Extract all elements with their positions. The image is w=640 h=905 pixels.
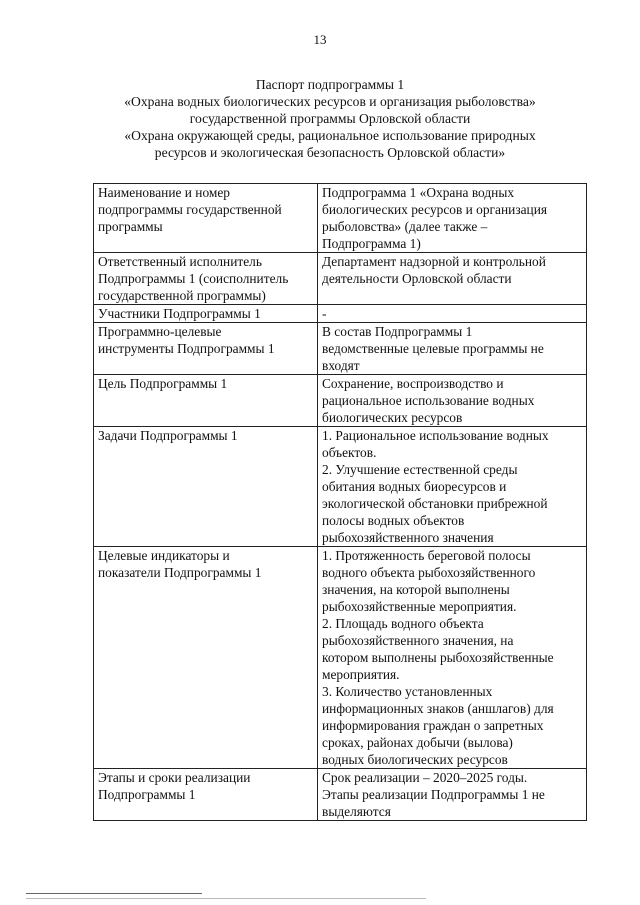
cell-text-line: 1. Рациональное использование водных (322, 428, 549, 443)
cell-text-line: программы (98, 219, 163, 234)
table-row (94, 375, 587, 427)
cell-text-line: рыбохозяйственного значения, на (322, 633, 514, 648)
cell-text-line: информационных знаков (аншлагов) для (322, 701, 554, 716)
table-row (94, 184, 587, 253)
cell-text-line: рациональное использование водных (322, 393, 535, 408)
cell-text-line: 2. Улучшение естественной среды (322, 462, 518, 477)
row-value-cell (318, 184, 587, 253)
cell-text-line: значения, на которой выполнены (322, 582, 510, 597)
table-row (94, 769, 587, 821)
heading-line: ресурсов и экологическая безопасность Орловской области» (154, 145, 506, 160)
cell-text-line: показатели Подпрограммы 1 (98, 565, 262, 580)
cell-text-line: полосы водных объектов (322, 513, 465, 528)
row-label-cell (94, 547, 318, 769)
cell-text-line: - (322, 306, 327, 321)
row-label-cell (94, 375, 318, 427)
cell-text-line: 1. Протяженность береговой полосы (322, 548, 531, 563)
heading-line: государственной программы Орловской области (189, 111, 471, 126)
cell-text-line: информирования граждан о запретных (322, 718, 544, 733)
cell-text-line: инструменты Подпрограммы 1 (98, 341, 275, 356)
cell-text-line: рыбохозяйственные мероприятия. (322, 599, 517, 614)
page-number: 13 (313, 32, 327, 47)
heading-line: Паспорт подпрограммы 1 (255, 77, 405, 92)
cell-text-line: Подпрограммы 1 (соисполнитель (98, 271, 289, 286)
cell-text-line: ведомственные целевые программы не (322, 341, 544, 356)
table-row (94, 323, 587, 375)
row-value-cell (318, 375, 587, 427)
table-row (94, 305, 587, 323)
cell-text-line: В состав Подпрограммы 1 (322, 324, 473, 339)
row-label-cell (94, 305, 318, 323)
row-value-cell (318, 253, 587, 305)
row-label-cell (94, 427, 318, 547)
cell-text-line: водных биологических ресурсов (322, 752, 508, 767)
row-value-cell (318, 769, 587, 821)
cell-text-line: Ответственный исполнитель (98, 254, 262, 269)
cell-text-line: водного объекта рыбохозяйственного (322, 565, 536, 580)
table-row (94, 253, 587, 305)
row-value-cell (318, 427, 587, 547)
cell-text-line: экологической обстановки прибрежной (322, 496, 548, 511)
cell-text-line: Цель Подпрограммы 1 (98, 376, 228, 391)
cell-text-line: биологических ресурсов (322, 410, 463, 425)
document-heading (100, 76, 560, 161)
row-label-cell (94, 323, 318, 375)
cell-text-line: подпрограммы государственной (98, 202, 282, 217)
cell-text-line: Сохранение, воспроизводство и (322, 376, 504, 391)
cell-text-line: Срок реализации – 2020–2025 годы. (322, 770, 528, 785)
table-row (94, 427, 587, 547)
row-value-cell (318, 305, 587, 323)
cell-text-line: Подпрограмма 1) (322, 236, 421, 251)
cell-text-line: 3. Количество установленных (322, 684, 493, 699)
cell-text-line: 2. Площадь водного объекта (322, 616, 484, 631)
row-value-cell (318, 547, 587, 769)
heading-line: «Охрана окружающей среды, рациональное использование природных (124, 128, 536, 143)
cell-text-line: котором выполнены рыбохозяйственные (322, 650, 554, 665)
cell-text-line: биологических ресурсов и организация (322, 202, 548, 217)
passport-table (93, 183, 587, 821)
row-label-cell (94, 769, 318, 821)
cell-text-line: сроках, районах добычи (вылова) (322, 735, 513, 750)
row-label-cell (94, 184, 318, 253)
row-label-cell (94, 253, 318, 305)
cell-text-line: Департамент надзорной и контрольной (322, 254, 546, 269)
footer-rule (26, 898, 426, 899)
heading-line: «Охрана водных биологических ресурсов и организация рыболовства» (124, 94, 536, 109)
cell-text-line: рыболовства» (далее также – (322, 219, 488, 234)
cell-text-line: Подпрограммы 1 (98, 787, 196, 802)
footer-rule (26, 893, 202, 894)
cell-text-line: Целевые индикаторы и (98, 548, 230, 563)
cell-text-line: Программно-целевые (98, 324, 222, 339)
table-row (94, 547, 587, 769)
cell-text-line: объектов. (322, 445, 377, 460)
cell-text-line: государственной программы) (98, 288, 266, 303)
cell-text-line: Наименование и номер (98, 185, 231, 200)
cell-text-line: входят (322, 358, 360, 373)
cell-text-line: выделяются (322, 804, 391, 819)
cell-text-line: рыбохозяйственного значения (322, 530, 494, 545)
cell-text-line: Задачи Подпрограммы 1 (98, 428, 238, 443)
cell-text-line: Подпрограмма 1 «Охрана водных (322, 185, 515, 200)
cell-text-line: деятельности Орловской области (322, 271, 512, 286)
row-value-cell (318, 323, 587, 375)
cell-text-line: Участники Подпрограммы 1 (98, 306, 261, 321)
cell-text-line: Этапы реализации Подпрограммы 1 не (322, 787, 545, 802)
cell-text-line: Этапы и сроки реализации (98, 770, 251, 785)
cell-text-line: обитания водных биоресурсов и (322, 479, 507, 494)
cell-text-line: мероприятия. (322, 667, 400, 682)
